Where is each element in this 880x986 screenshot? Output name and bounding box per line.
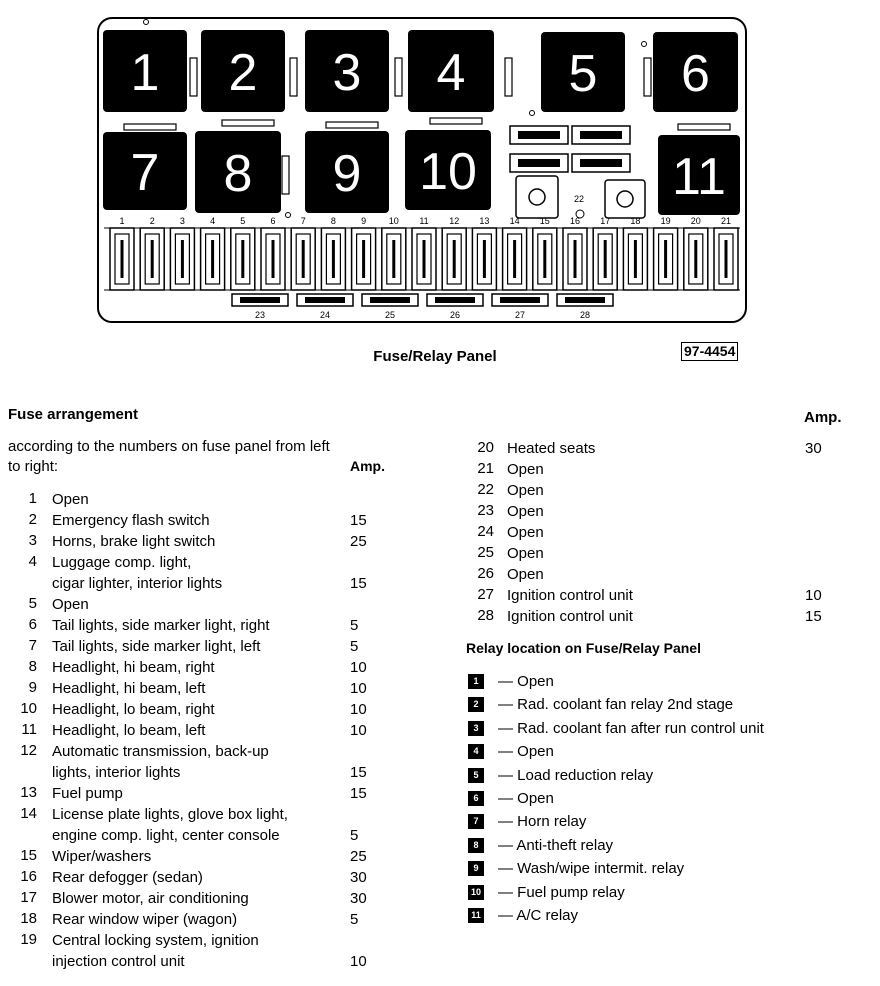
slot-vertical-3 (395, 58, 402, 96)
fuse-description: Headlight, hi beam, left (52, 680, 206, 697)
fuse-number-7: 7 (300, 216, 306, 226)
fuse-amperage: 5 (350, 638, 359, 655)
fuse-description: Open (507, 545, 544, 562)
bottom-fuse-core-25 (370, 297, 410, 303)
fuse-number: 3 (28, 532, 37, 549)
fuse-number: 25 (477, 544, 494, 561)
relay-number-10: 10 (419, 143, 477, 201)
marker-dot-3 (530, 111, 535, 116)
fuse-amperage: 10 (350, 680, 367, 697)
small-relay-left-knob (529, 189, 545, 205)
relay-number-icon: 11 (468, 908, 484, 923)
fuse-number: 6 (28, 616, 37, 633)
relay-label: — Wash/wipe intermit. relay (498, 860, 685, 878)
relay-number-7: 7 (130, 144, 160, 202)
relay-label: — Rad. coolant fan relay 2nd stage (498, 696, 734, 714)
relay-number-11: 11 (672, 148, 726, 206)
fuse-number: 13 (20, 784, 37, 801)
fuse-description: Ignition control unit (507, 587, 633, 604)
bottom-fuse-number-26: 26 (449, 310, 461, 320)
fuse-amperage: 5 (350, 911, 359, 928)
slot-horizontal-5 (678, 124, 730, 130)
fuse-amperage: 30 (350, 890, 367, 907)
fuse-number-19: 19 (660, 216, 671, 226)
fuse-number: 21 (477, 460, 494, 477)
bottom-fuse-core-24 (305, 297, 345, 303)
slot-vertical-5 (644, 58, 651, 96)
fuse-intro-line2: to right: (8, 458, 59, 475)
fuse-number-6: 6 (270, 216, 276, 226)
fuse-description: Headlight, lo beam, right (52, 701, 215, 718)
slot-vertical-1 (190, 58, 197, 96)
bottom-fuse-core-27 (500, 297, 540, 303)
fuse-number-2: 2 (149, 216, 155, 226)
relay-number-8: 8 (223, 145, 253, 203)
fuse-number: 4 (28, 553, 37, 570)
amp-heading-right: Amp. (804, 409, 842, 426)
bottom-fuse-number-24: 24 (319, 310, 331, 320)
fuse-number-13: 13 (479, 216, 490, 226)
fuse-number: 20 (477, 439, 494, 456)
relay-number-5: 5 (568, 45, 598, 103)
relay-label: — Open (498, 790, 554, 807)
reference-code: 97-4454 (681, 342, 738, 361)
fuse-number: 14 (20, 805, 37, 822)
fuse-amperage: 30 (805, 440, 822, 457)
fuse-number-12: 12 (449, 216, 460, 226)
fuse-number-1: 1 (119, 216, 125, 226)
fuse-amperage: 10 (805, 587, 822, 604)
fuse-number-3: 3 (179, 216, 185, 226)
fuse-description: Rear defogger (sedan) (52, 869, 203, 886)
slot-horizontal-1 (124, 124, 176, 130)
label-22: 22 (573, 194, 585, 204)
fuse-description: Open (52, 596, 89, 613)
fuse-amperage: 15 (350, 785, 367, 802)
fuse-number-20: 20 (690, 216, 701, 226)
fuse-amperage: 25 (350, 533, 367, 550)
fuse-description: Rear window wiper (wagon) (52, 911, 238, 928)
relay-number-icon: 5 (468, 768, 484, 783)
fuse-number-14: 14 (509, 216, 520, 226)
relay-number-2: 2 (228, 44, 258, 102)
fuse-amperage: 15 (350, 575, 367, 592)
relay-label: — Fuel pump relay (498, 883, 625, 901)
fuse-description: Open (507, 566, 544, 583)
slot-horizontal-2 (222, 120, 274, 126)
fuse-description: injection control unit (52, 953, 185, 970)
relay-label: — Anti-theft relay (498, 836, 614, 854)
fuse-amperage: 10 (350, 659, 367, 676)
fuse-number: 5 (28, 595, 37, 612)
fuse-number: 22 (477, 481, 494, 498)
small-relay-right (605, 180, 645, 218)
relay-number-3: 3 (332, 44, 362, 102)
fuse-number-18: 18 (630, 216, 641, 226)
fuse-amperage: 10 (350, 722, 367, 739)
fuse-amperage: 5 (350, 617, 359, 634)
fuse-description: cigar lighter, interior lights (52, 575, 223, 592)
bottom-fuse-number-23: 23 (254, 310, 266, 320)
relay-label: — Open (498, 673, 554, 690)
slot-horizontal-4 (430, 118, 482, 124)
fuse-number: 23 (477, 502, 494, 519)
fuse-description: Blower motor, air conditioning (52, 890, 249, 907)
fuse-description: Open (507, 461, 544, 478)
fuse-number-9: 9 (361, 216, 367, 226)
fuse-description: Ignition control unit (507, 608, 633, 625)
relay-label: — Rad. coolant fan after run control unit (498, 719, 764, 737)
mini-fuse-core-3 (518, 159, 560, 167)
fuse-number: 15 (20, 847, 37, 864)
fuse-description: Open (507, 503, 544, 520)
fuse-description: Central locking system, ignition (52, 932, 259, 949)
relay-number-icon: 8 (468, 838, 484, 853)
fuse-amperage: 15 (350, 512, 367, 529)
relay-number-icon: 3 (468, 721, 484, 736)
fuse-amperage: 10 (350, 953, 367, 970)
fuse-number-10: 10 (388, 216, 399, 226)
fuse-relay-panel-diagram (0, 0, 880, 340)
diagram-caption: Fuse/Relay Panel (373, 348, 497, 365)
fuse-number: 16 (20, 868, 37, 885)
slot-vertical-2 (290, 58, 297, 96)
bottom-fuse-core-23 (240, 297, 280, 303)
fuse-amperage: 5 (350, 827, 359, 844)
marker-dot-2 (642, 42, 647, 47)
relay-number-1: 1 (130, 44, 160, 102)
fuse-amperage: 15 (350, 764, 367, 781)
fuse-arrangement-heading: Fuse arrangement (8, 406, 139, 423)
slot-vertical-4 (505, 58, 512, 96)
fuse-number-5: 5 (240, 216, 246, 226)
fuse-description: Open (507, 524, 544, 541)
fuse-number: 11 (21, 721, 37, 738)
marker-dot-4 (286, 213, 291, 218)
small-relay-right-knob (617, 191, 633, 207)
fuse-description: License plate lights, glove box light, (52, 806, 288, 823)
fuse-description: engine comp. light, center console (52, 827, 280, 844)
fuse-intro-line1: according to the numbers on fuse panel from left (8, 438, 330, 455)
fuse-number-4: 4 (210, 216, 216, 226)
fuse-description: Horns, brake light switch (52, 533, 216, 550)
relay-number-6: 6 (681, 45, 710, 103)
fuse-number-11: 11 (419, 216, 429, 226)
fuse-description: lights, interior lights (52, 764, 181, 781)
bottom-fuse-number-27: 27 (514, 310, 526, 320)
bottom-fuse-number-25: 25 (384, 310, 396, 320)
amp-heading-left: Amp. (350, 458, 385, 474)
fuse-number: 7 (28, 637, 37, 654)
small-relay-left (516, 176, 558, 218)
fuse-number: 28 (477, 607, 494, 624)
mini-fuse-core-4 (580, 159, 622, 167)
fuse-number: 8 (28, 658, 37, 675)
relay-number-icon: 7 (468, 814, 484, 829)
relay-number-icon: 9 (468, 861, 484, 876)
fuse-amperage: 15 (805, 608, 822, 625)
slot-vertical-6 (282, 156, 289, 194)
fuse-description: Open (507, 482, 544, 499)
fuse-number-15: 15 (539, 216, 550, 226)
bottom-fuse-number-28: 28 (579, 310, 591, 320)
fuse-description: Open (52, 491, 89, 508)
bottom-fuse-core-26 (435, 297, 475, 303)
fuse-number: 10 (20, 700, 37, 717)
relay-location-heading: Relay location on Fuse/Relay Panel (466, 640, 701, 656)
relay-label: — Open (498, 743, 554, 761)
fuse-description: Luggage comp. light, (52, 554, 192, 571)
relay-label: — Horn relay (498, 813, 587, 831)
relay-number-4: 4 (436, 44, 466, 102)
fuse-number: 1 (28, 490, 37, 507)
fuse-description: Wiper/washers (52, 848, 152, 865)
bottom-fuse-core-28 (565, 297, 605, 303)
fuse-description: Tail lights, side marker light, left (52, 638, 261, 655)
fuse-number-17: 17 (600, 216, 611, 226)
relay-number-icon: 4 (468, 744, 484, 759)
relay-number-icon: 1 (468, 674, 484, 689)
slot-horizontal-3 (326, 122, 378, 128)
fuse-number: 27 (477, 586, 494, 603)
fuse-number-8: 8 (330, 216, 336, 226)
fuse-description: Headlight, hi beam, right (52, 659, 215, 676)
fuse-number: 2 (28, 511, 37, 528)
fuse-description: Headlight, lo beam, left (52, 722, 206, 739)
fuse-number: 12 (20, 742, 37, 759)
fuse-description: Heated seats (507, 440, 596, 457)
relay-label: — A/C relay (498, 907, 579, 924)
fuse-description: Automatic transmission, back-up (52, 743, 269, 760)
fuse-description: Tail lights, side marker light, right (52, 617, 270, 634)
fuse-description: Fuel pump (52, 785, 123, 802)
mini-fuse-core-1 (518, 131, 560, 139)
relay-number-9: 9 (332, 145, 362, 203)
fuse-number: 9 (28, 679, 37, 696)
mini-fuse-core-2 (580, 131, 622, 139)
fuse-number: 26 (477, 565, 494, 582)
relay-number-icon: 2 (468, 697, 484, 712)
relay-number-icon: 10 (468, 885, 484, 900)
marker-dot-1 (144, 20, 149, 25)
relay-number-icon: 6 (468, 791, 484, 806)
fuse-number-21: 21 (720, 216, 732, 226)
fuse-number-16: 16 (569, 216, 581, 226)
fuse-number: 24 (477, 523, 494, 540)
fuse-number: 19 (20, 931, 37, 948)
fuse-amperage: 30 (350, 869, 367, 886)
fuse-description: Emergency flash switch (52, 512, 210, 529)
fuse-amperage: 25 (350, 848, 367, 865)
fuse-number: 17 (20, 889, 37, 906)
fuse-number: 18 (20, 910, 37, 927)
relay-label: — Load reduction relay (498, 766, 654, 784)
fuse-amperage: 10 (350, 701, 367, 718)
